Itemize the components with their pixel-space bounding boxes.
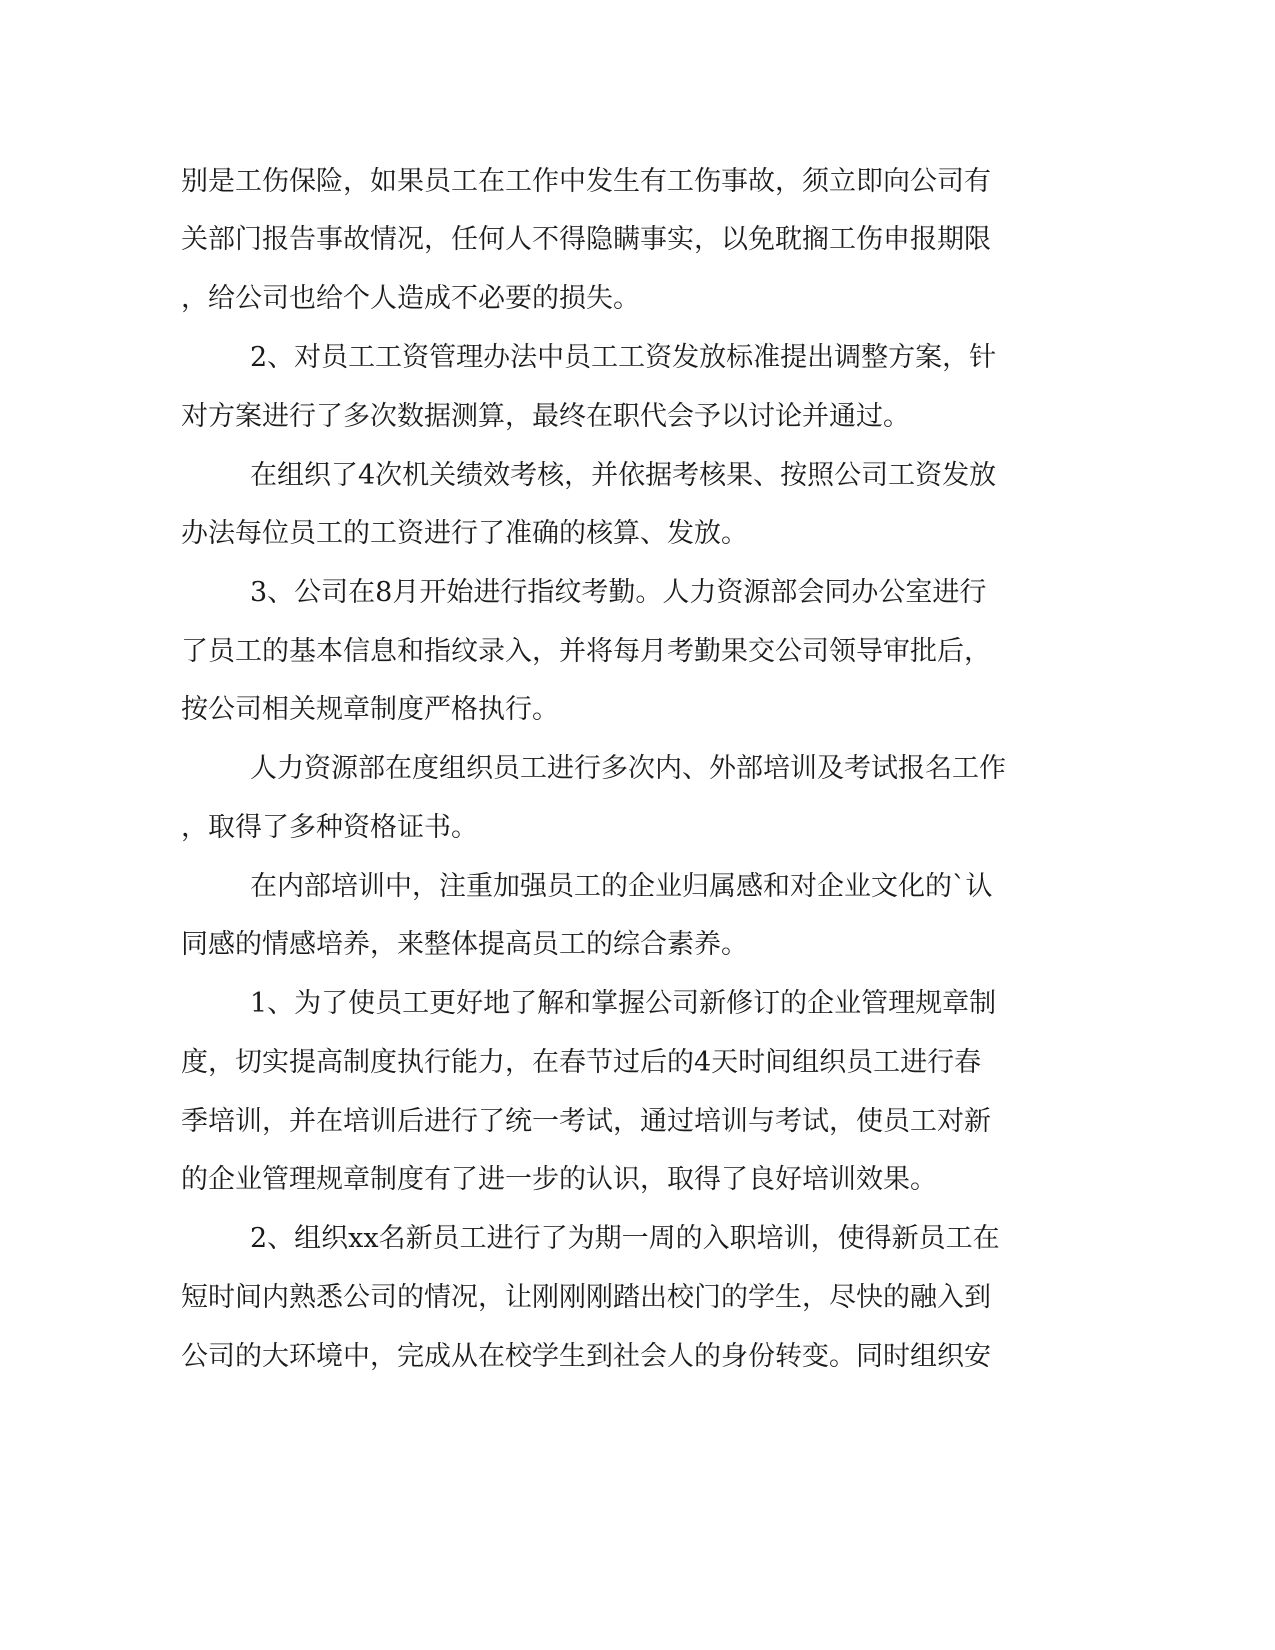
text-line: 在内部培训中，注重加强员工的企业归属感和对企业文化的`认 (250, 871, 993, 902)
text-line: 了员工的基本信息和指纹录入，并将每月考勤果交公司领导审批后， (181, 636, 991, 667)
text-line: 1、为了使员工更好地了解和掌握公司新修订的企业管理规章制 (250, 988, 997, 1019)
text-line: 在组织了4次机关绩效考核，并依据考核果、按照公司工资发放 (250, 460, 997, 491)
text-line: 办法每位员工的工资进行了准确的核算、发放。 (181, 518, 748, 549)
text-line: 短时间内熟悉公司的情况，让刚刚刚踏出校门的学生，尽快的融入到 (181, 1282, 991, 1313)
text-line: 关部门报告事故情况，任何人不得隐瞒事实，以免耽搁工伤申报期限 (181, 224, 991, 255)
text-line: 3、公司在8月开始进行指纹考勤。人力资源部会同办公室进行 (250, 577, 987, 608)
text-line: 人力资源部在度组织员工进行多次内、外部培训及考试报名工作 (250, 753, 1006, 784)
text-line: ，给公司也给个人造成不必要的损失。 (181, 283, 640, 314)
text-line: ，取得了多种资格证书。 (181, 812, 478, 843)
text-line: 季培训，并在培训后进行了统一考试，通过培训与考试，使员工对新 (181, 1106, 991, 1137)
text-line: 同感的情感培养，来整体提高员工的综合素养。 (181, 929, 748, 960)
text-line: 2、组织xx名新员工进行了为期一周的入职培训，使得新员工在 (250, 1223, 1000, 1254)
text-line: 公司的大环境中，完成从在校学生到社会人的身份转变。同时组织安 (181, 1341, 991, 1372)
text-line: 的企业管理规章制度有了进一步的认识，取得了良好培训效果。 (181, 1164, 937, 1195)
text-line: 2、对员工工资管理办法中员工工资发放标准提出调整方案，针 (250, 342, 997, 373)
text-line: 别是工伤保险，如果员工在工作中发生有工伤事故，须立即向公司有 (181, 166, 991, 197)
text-line: 度，切实提高制度执行能力，在春节过后的4天时间组织员工进行春 (181, 1047, 982, 1078)
text-line: 按公司相关规章制度严格执行。 (181, 694, 559, 725)
text-line: 对方案进行了多次数据测算，最终在职代会予以讨论并通过。 (181, 401, 910, 432)
